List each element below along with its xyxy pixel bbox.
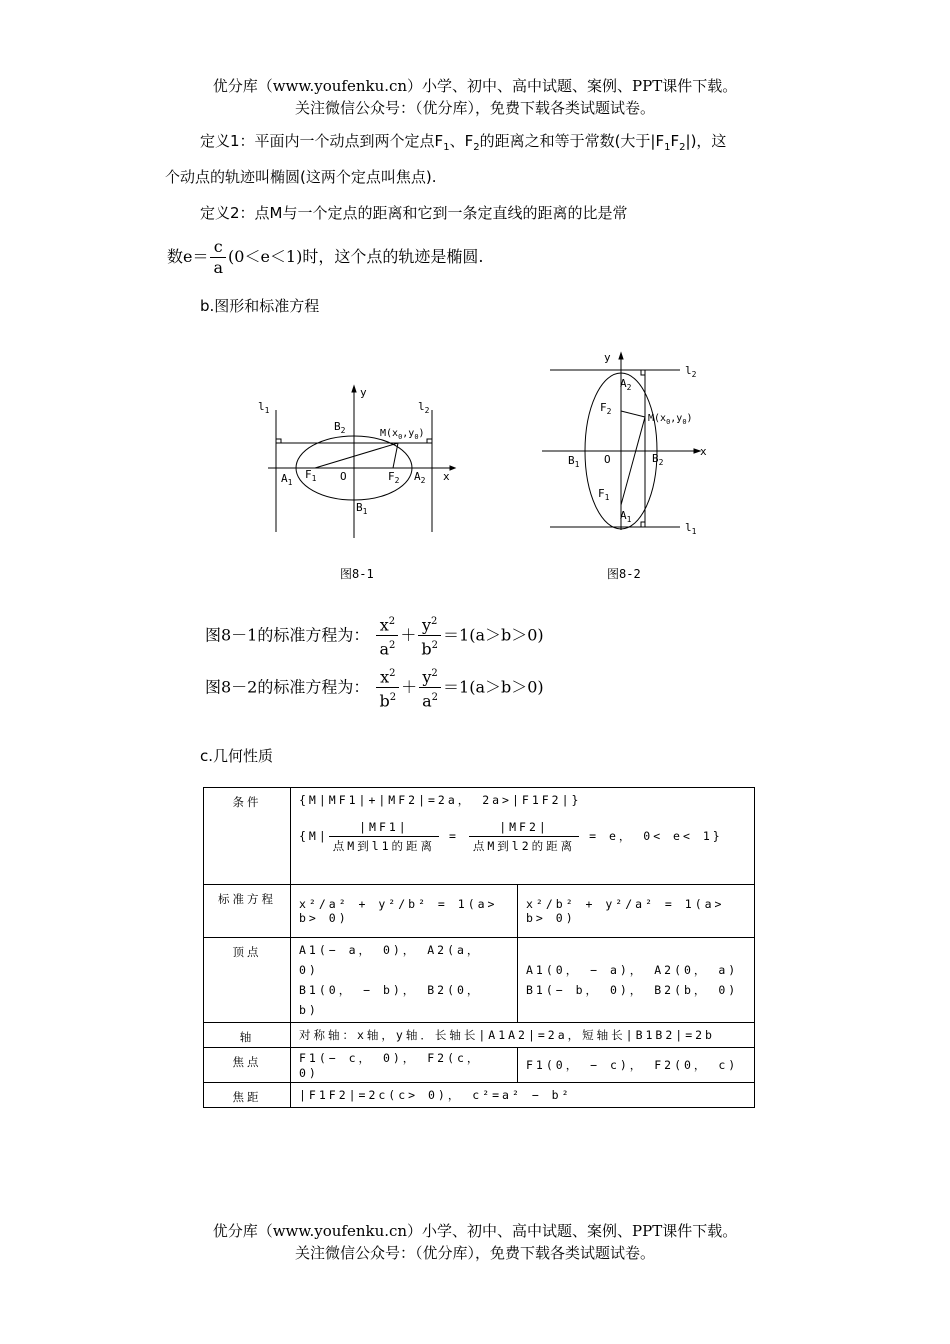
equation-8-1-prefix: 图8－1的标准方程为： [205, 625, 370, 645]
fig2-b2-label: $B_2$ [652, 452, 664, 467]
condition-frac1-den: 点M到l1的距离 [332, 839, 436, 853]
row-condition-content [291, 788, 755, 885]
fig1-m-label: $M(x_0,y_0)$ [380, 428, 425, 441]
condition-line-1: {M|MF1|+|MF2|=2a， 2a>|F1F2|} [299, 793, 582, 807]
definition-1-label: 定义1： [200, 132, 255, 150]
eccentricity-den: a [213, 258, 224, 277]
equation-8-1-frac-x: $\frac{x^2}{a^2}$ [376, 612, 398, 660]
condition-frac2-num: |MF2| [469, 818, 579, 837]
definition-1-text-d: F [670, 132, 680, 150]
eccentricity-prefix: 数e＝ [167, 247, 209, 266]
figure-8-1 [250, 380, 470, 559]
equation-8-1-frac-y: $\frac{y^2}{b^2}$ [418, 612, 441, 660]
equation-8-1-plus: ＋ [400, 625, 417, 645]
fig2-y-label: y [604, 351, 611, 364]
footer-line-1: 优分库（www.youfenku.cn）小学、初中、高中试题、案例、PPT课件下载。 [212, 1222, 738, 1240]
definition-1-text-e: |)，这 [685, 132, 727, 150]
equation-8-2-prefix: 图8－2的标准方程为： [205, 677, 370, 697]
eccentricity-suffix: (0＜e＜1)时，这个点的轨迹是椭圆. [228, 247, 484, 266]
row-equation-col1: x²/a² + y²/b² = 1(a> b> 0) [291, 885, 518, 938]
fig2-origin-label: O [604, 453, 611, 466]
definition-2-text: 点M与一个定点的距离和它到一条定直线的距离的比是常 [254, 204, 628, 222]
definition-2-label: 定义2： [200, 204, 255, 222]
fig1-l2-label: $l_2$ [418, 400, 430, 415]
header-line-1: 优分库（www.youfenku.cn）小学、初中、高中试题、案例、PPT课件下载。 [212, 77, 738, 95]
row-axis-header: 轴 [204, 1023, 291, 1048]
figure-8-2 [540, 345, 720, 549]
fig1-b1-label: $B_1$ [356, 501, 368, 516]
figure-8-2-caption: 图8-2 [607, 567, 641, 581]
fig2-m-label: $M(x_0,y_0)$ [648, 413, 693, 426]
row-focal-distance-content: |F1F2|=2c(c> 0)， c²=a² − b² [291, 1083, 755, 1108]
section-b-heading: b.图形和标准方程 [200, 297, 320, 315]
equation-8-2 [205, 664, 544, 712]
definition-1: 定义1：平面内一个动点到两个定点$F_1$、$F_2$的距离之和等于常数(大于$|F_1F_2|$)，这 [200, 132, 727, 153]
ellipse-properties-table [203, 787, 755, 1108]
table-row [204, 788, 755, 885]
fig1-a2-label: $A_2$ [414, 470, 426, 485]
row-focus-col1: F1(− c， 0)， F2(c， 0) [291, 1048, 518, 1083]
table-row [204, 1083, 755, 1108]
fig1-a1-label: $A_1$ [281, 472, 293, 487]
fig2-x-label: x [700, 445, 707, 458]
fig2-b1-label: $B_1$ [568, 454, 580, 469]
fig2-f2-label: $F_2$ [600, 401, 612, 416]
table-row [204, 1048, 755, 1083]
figure-8-1-diagram [250, 380, 470, 555]
section-c-heading: c.几何性质 [200, 747, 274, 765]
fig1-f2-label: $F_2$ [388, 470, 400, 485]
definition-1-text-b: 、F [449, 132, 474, 150]
fig2-l1-label: $l_1$ [685, 521, 697, 536]
row-focus-header: 焦点 [204, 1048, 291, 1083]
row-axis-content: 对称轴：x轴，y轴．长轴长|A1A2|=2a，短轴长|B1B2|=2b [291, 1023, 755, 1048]
equation-8-2-frac-y: $\frac{y^2}{a^2}$ [419, 664, 441, 712]
table-row [204, 938, 755, 1023]
eccentricity-fraction [210, 237, 226, 278]
condition-frac2-den: 点M到l2的距离 [472, 839, 576, 853]
footer-line-2: 关注微信公众号：（优分库），免费下载各类试题试卷。 [294, 1244, 655, 1262]
definition-1-line-2: 个动点的轨迹叫椭圆(这两个定点叫焦点). [165, 168, 437, 186]
eccentricity-line [167, 237, 483, 278]
row-vertex-header: 顶点 [204, 938, 291, 1023]
fig2-l2-label: $l_2$ [685, 364, 697, 379]
fig1-x-label: x [443, 470, 450, 483]
row-equation-col2: x²/b² + y²/a² = 1(a> b> 0) [518, 885, 755, 938]
equation-8-2-frac-x: $\frac{x^2}{b^2}$ [376, 664, 399, 712]
row-equation-header: 标准方程 [204, 885, 291, 938]
definition-1-text-c: 的距离之和等于常数(大于|F [479, 132, 665, 150]
fig1-origin-label: O [340, 470, 347, 483]
header-line-2: 关注微信公众号：（优分库），免费下载各类试题试卷。 [294, 99, 655, 117]
fig1-l1-label: $l_1$ [258, 400, 270, 415]
figure-8-1-caption: 图8-1 [340, 567, 374, 581]
definition-1-text-a: 平面内一个动点到两个定点F [254, 132, 444, 150]
condition-line-2: {M| |MF1| 点M到l1的距离 = |MF2| 点M到l2的距离 = e， 0< e< 1} [299, 820, 723, 853]
row-focus-col2: F1(0， − c)， F2(0， c) [518, 1048, 755, 1083]
fig1-y-label: y [360, 386, 367, 399]
fig1-b2-label: $B_2$ [334, 420, 346, 435]
equation-8-2-suffix: ＝1(a＞b＞0) [443, 677, 544, 697]
fig1-f1-label: $F_1$ [305, 468, 317, 483]
condition-frac1-num: |MF1| [329, 818, 439, 837]
fig2-a2-label: $A_2$ [620, 377, 632, 392]
definition-2 [200, 202, 628, 224]
row-vertex-col2: A1(0， − a)， A2(0， a) B1(− b， 0)， B2(b， 0) [518, 938, 755, 1023]
fig2-a1-label: $A_1$ [620, 509, 632, 524]
equation-8-2-plus: ＋ [401, 677, 418, 697]
figure-8-2-diagram [540, 345, 720, 545]
fig2-f1-label: $F_1$ [598, 487, 610, 502]
row-focal-distance-header: 焦距 [204, 1083, 291, 1108]
equation-8-1-suffix: ＝1(a＞b＞0) [443, 625, 544, 645]
table-row [204, 885, 755, 938]
equation-8-1 [205, 612, 544, 660]
table-row [204, 1023, 755, 1048]
row-condition-header: 条件 [204, 788, 291, 885]
row-vertex-col1: A1(− a， 0)， A2(a， 0) B1(0， − b)， B2(0， b) [291, 938, 518, 1023]
eccentricity-num: c [210, 237, 226, 258]
